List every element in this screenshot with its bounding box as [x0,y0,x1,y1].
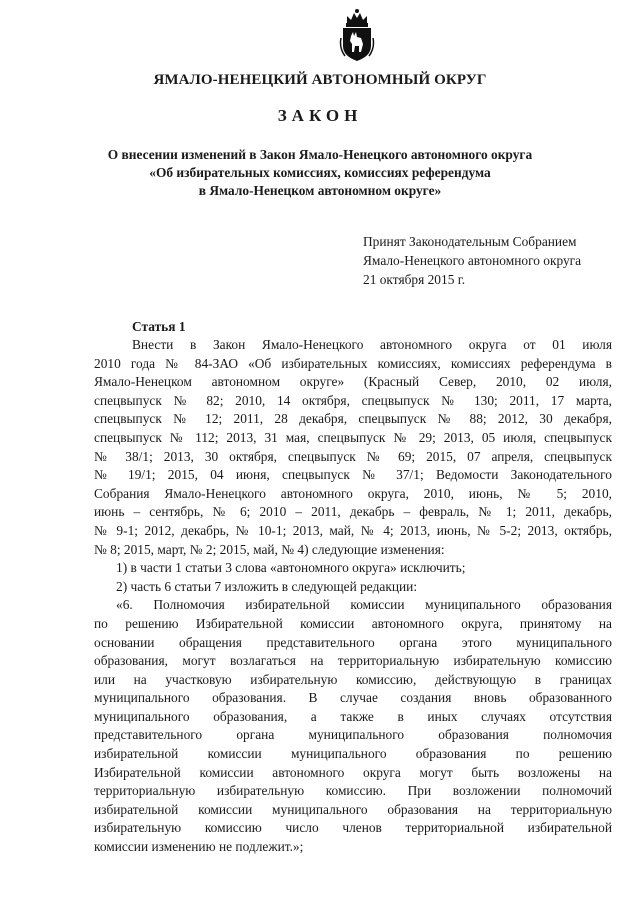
adoption-date: 21 октября 2015 г. [363,272,466,287]
body-line: или на участковую избирательную комиссию, действующую в границах [94,671,612,687]
body-line: муниципального образования, а также в иных случаях отсутствия [94,708,612,724]
body-line: Ямало-Ненецком автономном округе» (Красный Север, 2010, 02 июля, [94,374,612,390]
body-line: комиссии изменению не подлежит.»; [94,839,304,855]
body-line: основании обращения представительного органа этого муниципального [94,634,612,650]
body-line: избирательную комиссию число членов территориальной избирательной [94,820,612,836]
adoption-note [363,232,581,289]
body-line: образования, могут возлагаться на территориальную избирательную комиссию [94,653,612,669]
body-line: спецвыпуск № 112; 2013, 31 мая, спецвыпуск № 29; 2013, 05 июля, спецвыпуск [94,429,612,445]
body-line: по решению Избирательной комиссии автономного округа, принятому на [94,615,612,631]
body-line: спецвыпуск № 12; 2011, 28 декабря, спецвыпуск № 88; 2012, 30 декабря, [94,411,612,427]
coat-of-arms-emblem [339,8,375,62]
body-line: № 9-1; 2012, декабрь, № 10-1; 2013, май, № 4; 2013, июнь, № 5-2; 2013, октябрь, [94,522,612,538]
body-line: № 19/1; 2015, 04 июня, спецвыпуск № 37/1; Ведомости Законодательного [94,467,612,483]
adoption-line: Принят Законодательным Собранием [363,234,577,249]
body-line: № 8; 2015, март, № 2; 2015, май, № 4) следующие изменения: [94,541,445,557]
body-line: спецвыпуск № 82; 2010, 14 октября, спецвыпуск № 130; 2011, 17 марта, [94,392,612,408]
body-line: Избирательной комиссии автономного округа могут быть возложены на [94,764,612,780]
law-subject-line: «Об избирательных комиссиях, комиссиях референдума [149,165,491,180]
body-line: Внести в Закон Ямало-Ненецкого автономного округа от 01 июля [132,337,612,352]
body-line: «6. Полномочия избирательной комиссии муниципального образования [116,597,612,613]
amendment-item: 2) часть 6 статьи 7 изложить в следующей редакции: [116,578,418,594]
body-line: муниципального образования. В случае создания вновь образованного [94,690,612,706]
body-line: № 38/1; 2013, 30 октября, спецвыпуск № 69; 2015, 07 апреля, спецвыпуск [94,448,612,464]
body-line: представительного органа муниципального образования полномочия [94,727,612,743]
body-line: территориальную избирательную комиссию. При возложении полномочий [94,783,612,799]
adoption-line: Ямало-Ненецкого автономного округа [363,253,582,268]
region-name: ЯМАЛО-НЕНЕЦКИЙ АВТОНОМНЫЙ ОКРУГ [153,72,487,88]
body-line: избирательной комиссии муниципального образования по решению [94,746,612,762]
law-subject-line: в Ямало-Ненецком автономном округе» [198,183,442,198]
law-subject-title [70,146,570,200]
law-subject-line: О внесении изменений в Закон Ямало-Ненецкого автономного округа [107,147,533,162]
amendment-item: 1) в части 1 статьи 3 слова «автономного округа» исключить; [116,560,466,576]
article-heading: Статья 1 [132,319,186,334]
body-line: 2010 года № 84-ЗАО «Об избирательных комиссиях, комиссиях референдума в [94,355,612,371]
body-line: Собрания Ямало-Ненецкого автономного округа, 2010, июнь, № 5; 2010, [94,485,612,501]
document-type-title: ЗАКОН [277,106,363,125]
body-line: избирательной комиссии муниципального образования на территориальную [94,801,612,817]
article-body [94,336,612,857]
body-line: июнь – сентябрь, № 6; 2010 – 2011, декабрь – февраль, № 1; 2011, декабрь, [94,504,612,520]
